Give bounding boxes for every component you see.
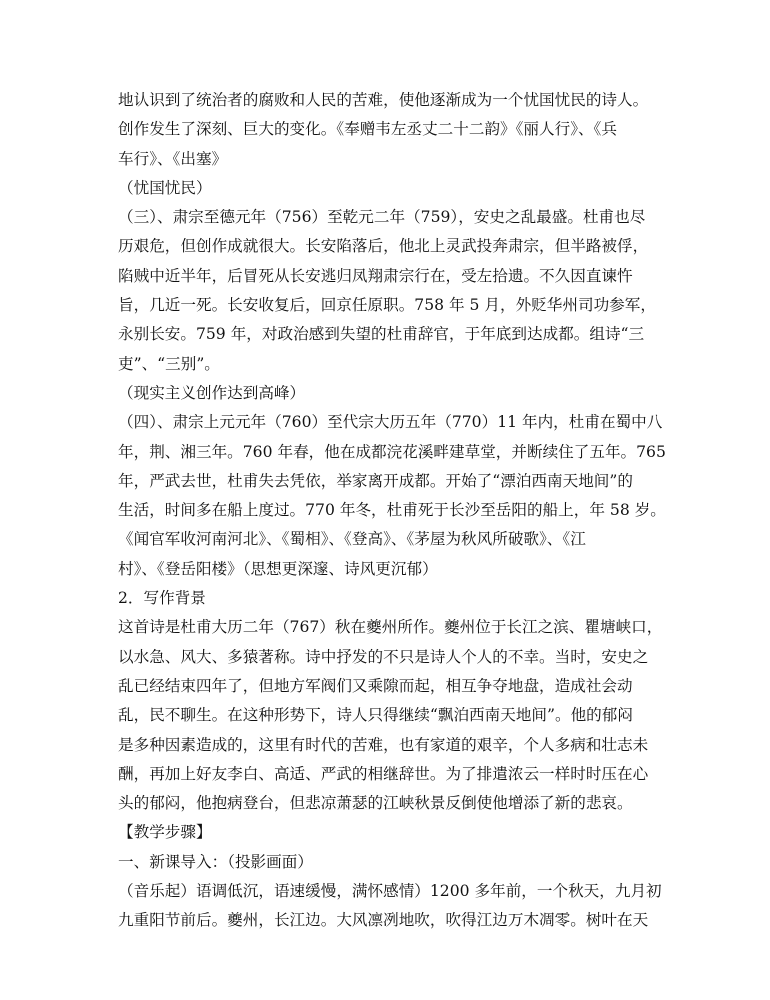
text-line: 《闻官军收河南河北》、《蜀相》、《登高》、《茅屋为秋风所破歌》、《江 <box>118 530 586 549</box>
text-line: 车行》、《出塞》 <box>118 149 228 168</box>
text-line: 以水急、风大、多猿著称。诗中抒发的不只是诗人个人的不幸。当时，安史之 <box>118 647 649 666</box>
text-line: （三）、肃宗至德元年（756）至乾元二年（759），安史之乱最盛。杜甫也尽 <box>118 208 646 227</box>
section-heading: 【教学步骤】 <box>118 823 212 842</box>
section-note: （现实主义创作达到高峰） <box>118 383 306 402</box>
text-line: 历艰危，但创作成就很大。长安陷落后，他北上灵武投奔肃宗，但半路被俘， <box>118 237 649 256</box>
section-heading: 2．写作背景 <box>118 589 206 608</box>
text-line: 乱，民不聊生。在这种形势下，诗人只得继续“飘泊西南天地间”。他的郁闷 <box>118 706 633 725</box>
document-page <box>118 86 666 936</box>
text-line: 生活，时间多在船上度过。770 年冬，杜甫死于长沙至岳阳的船上，年 58 岁。 <box>118 501 666 520</box>
text-line: 年，严武去世，杜甫失去凭依，举家离开成都。开始了“漂泊西南天地间”的 <box>118 471 633 490</box>
text-line: （音乐起）语调低沉，语速缓慢，满怀感情）1200 多年前，一个秋天，九月初 <box>118 882 662 901</box>
text-line: 是多种因素造成的，这里有时代的苦难，也有家道的艰辛，个人多病和壮志未 <box>118 735 649 754</box>
text-line: 地认识到了统治者的腐败和人民的苦难，使他逐渐成为一个忧国忧民的诗人。 <box>118 91 649 109</box>
text-line: 永别长安。759 年，对政治感到失望的杜甫辞官，于年底到达成都。组诗“三 <box>118 325 645 344</box>
text-line: 酬，再加上好友李白、高适、严武的相继辞世。为了排遣浓云一样时时压在心 <box>118 764 649 783</box>
text-line: 年，荆、湘三年。760 年春，他在成都浣花溪畔建草堂，并断续住了五年。765 <box>118 442 666 461</box>
text-line: 这首诗是杜甫大历二年（767）秋在夔州所作。夔州位于长江之滨、瞿塘峡口， <box>118 618 663 637</box>
text-line: 头的郁闷，他抱病登台，但悲凉萧瑟的江峡秋景反倒使他增添了新的悲哀。 <box>118 794 633 813</box>
text-line: （四）、肃宗上元元年（760）至代宗大历五年（770）11 年内，杜甫在蜀中八 <box>118 413 663 432</box>
text-line: 九重阳节前后。夔州，长江边。大风凛冽地吹，吹得江边万木凋零。树叶在天 <box>118 911 649 930</box>
text-line: 村》、《登岳阳楼》（思想更深邃、诗风更沉郁） <box>118 559 438 578</box>
text-line: 乱已经结束四年了，但地方军阀们又乘隙而起，相互争夺地盘，造成社会动 <box>118 676 633 695</box>
text-line: 旨，几近一死。长安收复后，回京任原职。758 年 5 月，外贬华州司功参军， <box>118 296 656 315</box>
section-note: （忧国忧民） <box>118 178 212 197</box>
text-line: 陷贼中近半年，后冒死从长安逃归凤翔肃宗行在，受左拾遗。不久因直谏忤 <box>118 266 633 285</box>
text-line: 创作发生了深刻、巨大的变化。《奉赠韦左丞丈二十二韵》《丽人行》、《兵 <box>118 120 617 139</box>
text-line: 吏”、“三别”。 <box>118 354 220 373</box>
section-heading: 一、新课导入：（投影画面） <box>118 852 313 871</box>
